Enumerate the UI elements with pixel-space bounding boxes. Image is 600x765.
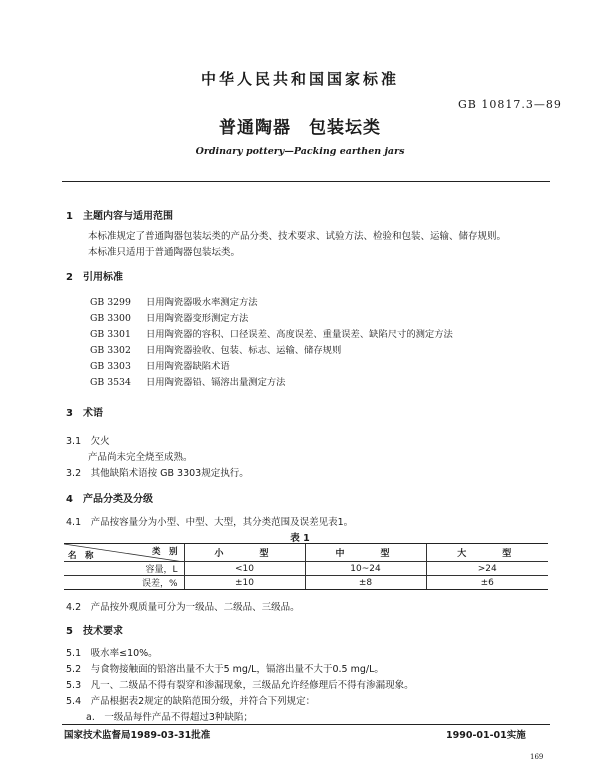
reference-item: GB 3303 日用陶瓷器缺陷术语 — [90, 361, 230, 372]
reference-item: GB 3300 日用陶瓷器变形测定方法 — [90, 313, 249, 324]
category-large: 大 型 — [426, 544, 548, 562]
classification-table — [64, 543, 548, 590]
table-cell: ±10 — [184, 576, 305, 590]
clause-4-2: 4.2 产品按外观质量可分为一级品、二级品、三级品。 — [66, 602, 300, 613]
page-number: 169 — [530, 753, 544, 761]
national-standard-title: 中华人民共和国国家标准 — [200, 70, 399, 88]
corner-name-label: 名 称 — [68, 551, 94, 561]
clause-5-3: 5.3 凡一、二级品不得有裂穿和渗漏现象，三级品允许经修理后不得有渗漏现象。 — [66, 680, 414, 691]
header-divider — [62, 181, 550, 182]
row-label-tolerance: 误差，% — [64, 576, 184, 590]
clause-3-1: 3.1 欠火 — [66, 436, 110, 447]
table-row — [64, 576, 548, 590]
section-1-heading: 1 主题内容与适用范围 — [66, 211, 173, 222]
category-medium: 中 型 — [305, 544, 426, 562]
clause-5-4-a: a. 一级品每件产品不得超过3种缺陷； — [86, 712, 253, 723]
reference-item: GB 3302 日用陶瓷器验收、包装、标志、运输、储存规则 — [90, 345, 342, 356]
section-4-heading: 4 产品分类及分级 — [66, 494, 153, 505]
reference-item: GB 3301 日用陶瓷器的容积、口径误差、高度误差、重量误差、缺陷尺寸的测定方法 — [90, 329, 453, 340]
document-title-english: Ordinary pottery—Packing earthen jars — [195, 146, 405, 157]
implementation-date: 1990-01-01实施 — [446, 730, 526, 741]
row-label-capacity: 容量，L — [64, 562, 184, 576]
section-1-paragraph-1: 本标准规定了普通陶器包装坛类的产品分类、技术要求、试验方法、检验和包装、运输、储存规则。 — [88, 231, 507, 242]
table-cell: 10~24 — [305, 562, 426, 576]
category-small: 小 型 — [184, 544, 305, 562]
section-2-heading: 2 引用标准 — [66, 272, 123, 283]
table-cell: ±8 — [305, 576, 426, 590]
table-cell: ±6 — [426, 576, 548, 590]
table-corner-cell — [64, 544, 184, 562]
section-3-heading: 3 术语 — [66, 408, 103, 419]
document-title: 普通陶器 包装坛类 — [219, 118, 381, 138]
reference-item: GB 3299 日用陶瓷器吸水率测定方法 — [90, 297, 258, 308]
clause-4-1: 4.1 产品按容量分为小型、中型、大型，其分类范围及误差见表1。 — [66, 517, 354, 528]
table-cell: >24 — [426, 562, 548, 576]
table-caption: 表 1 — [290, 533, 310, 544]
clause-3-1-definition: 产品尚未完全烧至成熟。 — [88, 452, 193, 463]
table-header-row — [64, 544, 548, 562]
standard-number: GB 10817.3—89 — [458, 98, 562, 111]
reference-item: GB 3534 日用陶瓷器铅、镉溶出量测定方法 — [90, 377, 286, 388]
clause-5-1: 5.1 吸水率≤10%。 — [66, 648, 158, 659]
table-row — [64, 562, 548, 576]
section-5-heading: 5 技术要求 — [66, 626, 123, 637]
footer-divider — [62, 724, 550, 725]
clause-3-2: 3.2 其他缺陷术语按 GB 3303规定执行。 — [66, 468, 249, 479]
corner-category-label: 类 别 — [151, 547, 178, 557]
section-1-paragraph-2: 本标准只适用于普通陶器包装坛类。 — [88, 247, 241, 258]
clause-5-2: 5.2 与食物接触面的铅溶出量不大于5 mg/L，镉溶出量不大于0.5 mg/L。 — [66, 664, 384, 675]
table-cell: <10 — [184, 562, 305, 576]
approval-line: 国家技术监督局1989-03-31批准 — [64, 730, 211, 741]
clause-5-4: 5.4 产品根据表2规定的缺陷范围分级，并符合下列规定： — [66, 696, 316, 707]
